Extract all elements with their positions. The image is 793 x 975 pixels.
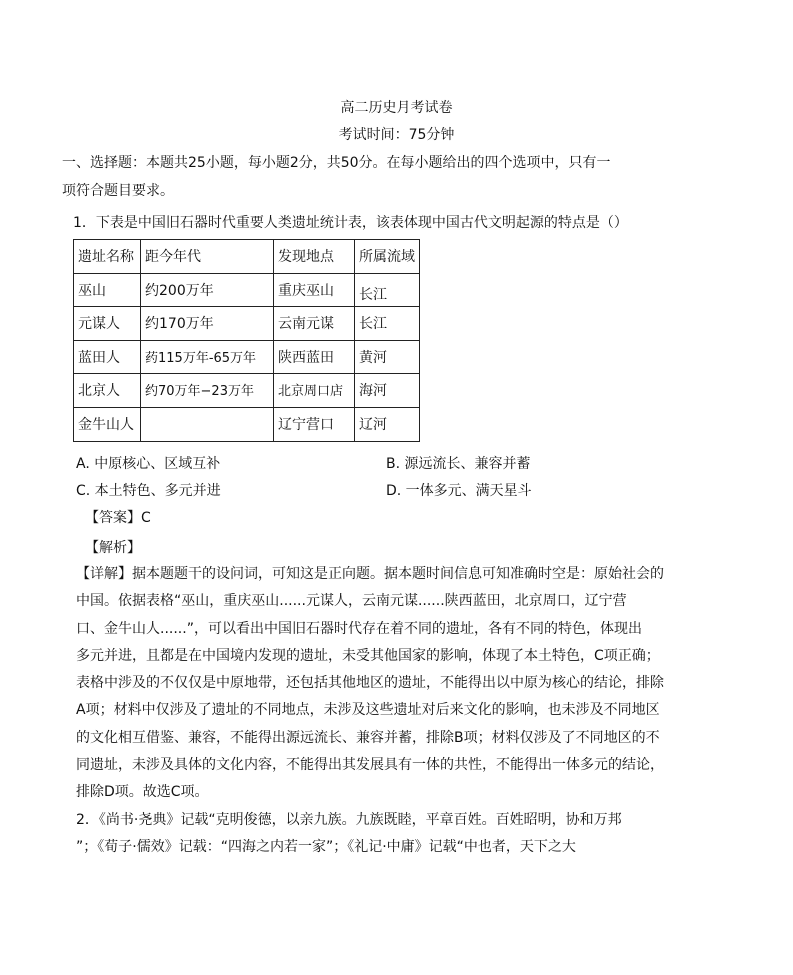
option-b: B. 源远流长、兼容并蓄 — [386, 456, 531, 472]
table-header: 所属流域 — [355, 240, 420, 274]
table-row — [74, 374, 420, 408]
analysis-line: 排除D项。故选C项。 — [76, 784, 209, 801]
analysis-line: 口、金牛山人......”，可以看出中国旧石器时代存在着不同的遗址，各有不同的特色，体现出 — [76, 620, 642, 637]
table-header: 发现地点 — [274, 240, 355, 274]
question-2-line: ”；《荀子·儒效》记载：“四海之内若一家”；《礼记·中庸》记载“中也者，天下之大 — [76, 839, 576, 856]
table-cell: 元谋人 — [74, 307, 141, 341]
table-cell: 陕西蓝田 — [274, 340, 355, 374]
analysis-line: A项；材料中仅涉及了遗址的不同地点，未涉及这些遗址对后来文化的影响，也未涉及不同地区 — [76, 702, 660, 719]
analysis-text — [76, 561, 666, 807]
table-cell: 约70万年−23万年 — [141, 374, 274, 408]
table-row — [74, 273, 420, 307]
section-instruction-line2: 项符合题目要求。 — [62, 183, 174, 199]
table-row — [74, 307, 420, 341]
table-cell: 重庆巫山 — [274, 273, 355, 307]
table-cell: 巫山 — [74, 273, 141, 307]
table-cell: 长江 — [355, 273, 420, 307]
option-a: A. 中原核心、区域互补 — [76, 456, 221, 472]
table-cell: 长江 — [355, 307, 420, 341]
table-cell: 蓝田人 — [74, 340, 141, 374]
analysis-line: 同遗址，未涉及具体的文化内容，不能得出其发展具有一体的共性，不能得出一体多元的结论， — [76, 757, 664, 774]
table-cell: 北京周口店 — [274, 374, 355, 408]
question-2-text — [76, 807, 666, 862]
table-row — [74, 340, 420, 374]
table-cell: 海河 — [355, 374, 420, 408]
table-cell: 辽宁营口 — [274, 407, 355, 441]
answer-label: 【答案】C — [85, 510, 151, 526]
analysis-label: 【解析】 — [85, 540, 141, 556]
table-header: 距今年代 — [141, 240, 274, 274]
table-cell: 约170万年 — [141, 307, 274, 341]
table-cell: 北京人 — [74, 374, 141, 408]
exam-time: 考试时间：75分钟 — [338, 127, 455, 143]
option-d: D. 一体多元、满天星斗 — [386, 483, 532, 499]
table-cell: 金牛山人 — [74, 407, 141, 441]
ruins-table — [73, 239, 420, 442]
section-instruction-line1: 一、选择题：本题共25小题，每小题2分，共50分。在每小题给出的四个选项中，只有一 — [62, 155, 611, 171]
table-cell: 辽河 — [355, 407, 420, 441]
question-2-line: 2．《尚书·尧典》记载“克明俊德，以亲九族。九族既睦，平章百姓。百姓昭明，协和万邦 — [76, 812, 622, 828]
option-c: C. 本土特色、多元并进 — [76, 483, 221, 499]
table-cell: 约200万年 — [141, 273, 274, 307]
analysis-line: 表格中涉及的不仅仅是中原地带，还包括其他地区的遗址，不能得出以中原为核心的结论，排除 — [76, 675, 664, 692]
analysis-line: 的文化相互借鉴、兼容，不能得出源远流长、兼容并蓄，排除B项；材料仅涉及了不同地区的不 — [76, 729, 660, 746]
page-title: 高二历史月考试卷 — [340, 100, 453, 116]
analysis-line: 多元并进，且都是在中国境内发现的遗址，未受其他国家的影响，体现了本土特色，C项正确； — [76, 647, 660, 664]
table-cell: 药115万年-65万年 — [141, 340, 274, 374]
table-header-row — [74, 240, 420, 274]
table-row — [74, 407, 420, 441]
question-1-stem: 1．下表是中国旧石器时代重要人类遗址统计表，该表体现中国古代文明起源的特点是（） — [73, 215, 628, 231]
analysis-line: 【详解】据本题题干的设问词，可知这是正向题。据本题时间信息可知准确时空是：原始社会的 — [76, 566, 664, 582]
table-cell: 黄河 — [355, 340, 420, 374]
table-header: 遗址名称 — [74, 240, 141, 274]
table-cell: 云南元谋 — [274, 307, 355, 341]
table-cell — [141, 407, 274, 441]
analysis-line: 中国。依据表格“巫山，重庆巫山......元谋人，云南元谋......陕西蓝田，北京周口，辽宁营 — [76, 593, 627, 610]
